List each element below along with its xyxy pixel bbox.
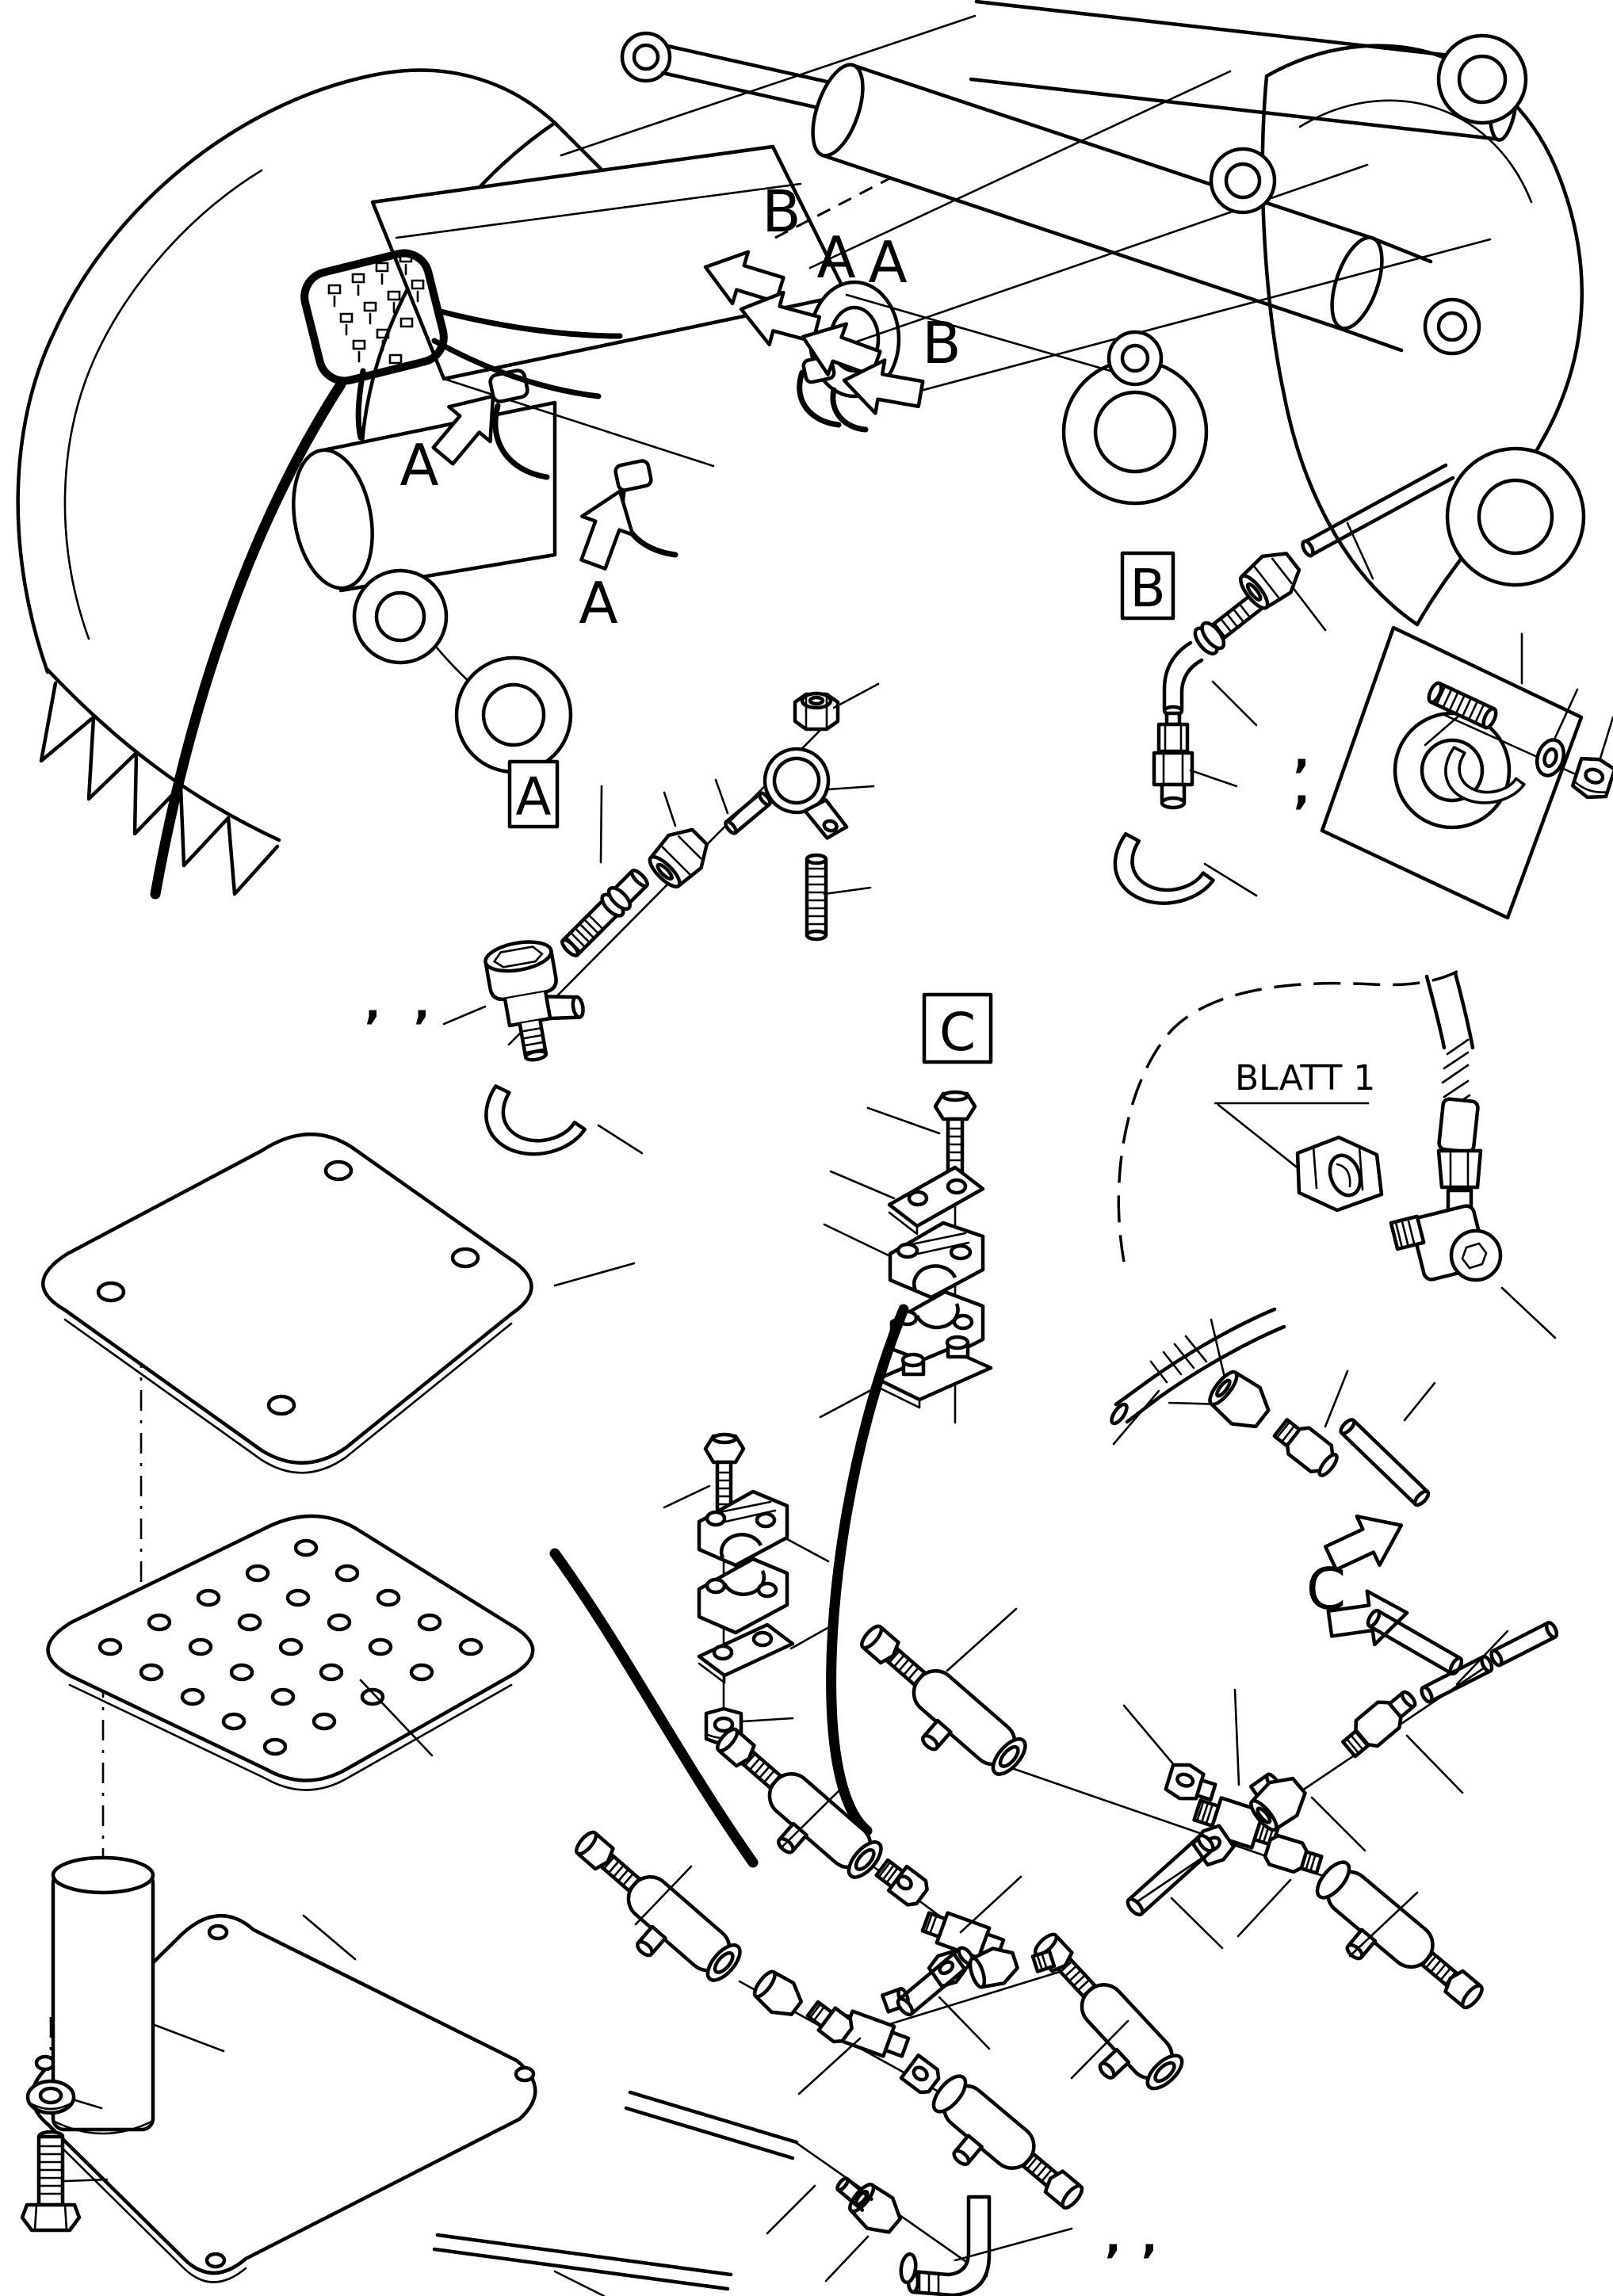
omitted-ref-comma: , [365,979,381,1029]
omitted-ref-comma: , [1294,764,1310,814]
detail-box-a [510,762,557,827]
clamp-plate [699,1625,793,1683]
clamp-block-upper [699,1492,787,1565]
distribution-block [1008,1926,1187,2111]
distribution-block [912,2071,1091,2236]
callout-letter-b-top: B [762,178,801,245]
callout-letter-a-1: A [816,224,856,291]
omitted-ref-comma: , [1105,2213,1122,2263]
hex-bolt [935,1092,975,1171]
cap-nut [795,693,838,729]
union-adapter [1154,713,1192,808]
callout-letter-a-bottom: A [579,570,618,636]
union-adapter [1033,1951,1054,1972]
swivel-nut [1203,1366,1276,1436]
clamp-block-lower [699,1559,787,1633]
elbow-fitting-set-b [1113,465,1453,907]
omitted-ref-comma: , [414,979,430,1029]
union-adapter [1338,1683,1422,1761]
plate-stack [22,1134,634,2282]
detail-box-a-label: A [515,766,552,827]
callout-letter-a-2: A [868,229,908,296]
stud-clamp-washer-nut-set [1425,634,1613,805]
threaded-stud [807,855,826,939]
clamp-block-upper [890,1223,983,1297]
detail-box-b [1122,553,1173,619]
view-arrow-icon [568,482,645,573]
omitted-ref-comma: , [1294,728,1310,777]
banjo-valve [1391,1190,1500,1281]
hose-line [626,2092,797,2158]
detail-box-c [924,995,991,1063]
hose-assembly [1109,1309,1464,1675]
union-adapter [1263,1834,1324,1878]
callout-letter-c-pipes: C [1305,1556,1347,1622]
distribution-block [837,1618,1030,1798]
union-adapter [873,1855,931,1909]
detail-box-c-label: C [938,1002,977,1063]
pipe-line [434,2235,731,2289]
pipe-section [724,792,772,835]
hex-nut [1164,1760,1218,1807]
hex-nut-large [1298,1137,1382,1210]
pipe-section [896,1946,976,2017]
perforated-plate [48,1516,533,1790]
clamp-stack [664,1435,836,1748]
pipe-section [1489,1621,1558,1667]
callout-letter-a-left: A [399,432,439,499]
distribution-block [552,1824,745,2004]
pipe-section [1339,1418,1431,1507]
cover-plate [43,1134,634,1473]
distribution-block [1296,1857,1490,2035]
distribution-block-network [434,1609,1558,2296]
p-clamp [754,742,863,842]
blatt-sheet-ref-label: BLATT 1 [1235,1058,1376,1098]
detail-box-b-label: B [1129,558,1166,619]
saddle-clamp [483,1077,587,1159]
sheet1-hose-with-banjo-valve [1118,968,1555,1338]
pipe-section [1126,1833,1216,1917]
hex-nut [1571,754,1613,802]
callout-letter-b-right: B [922,310,961,376]
pipe-clamp-stack-c [820,1092,991,1423]
swivel-nut [844,2179,908,2241]
swivel-nut [644,821,716,893]
clamp-top-plate [889,1167,983,1234]
omitted-ref-comma: , [1141,2213,1158,2263]
saddle-clamp [1113,828,1214,907]
union-adapter [1271,1414,1342,1480]
